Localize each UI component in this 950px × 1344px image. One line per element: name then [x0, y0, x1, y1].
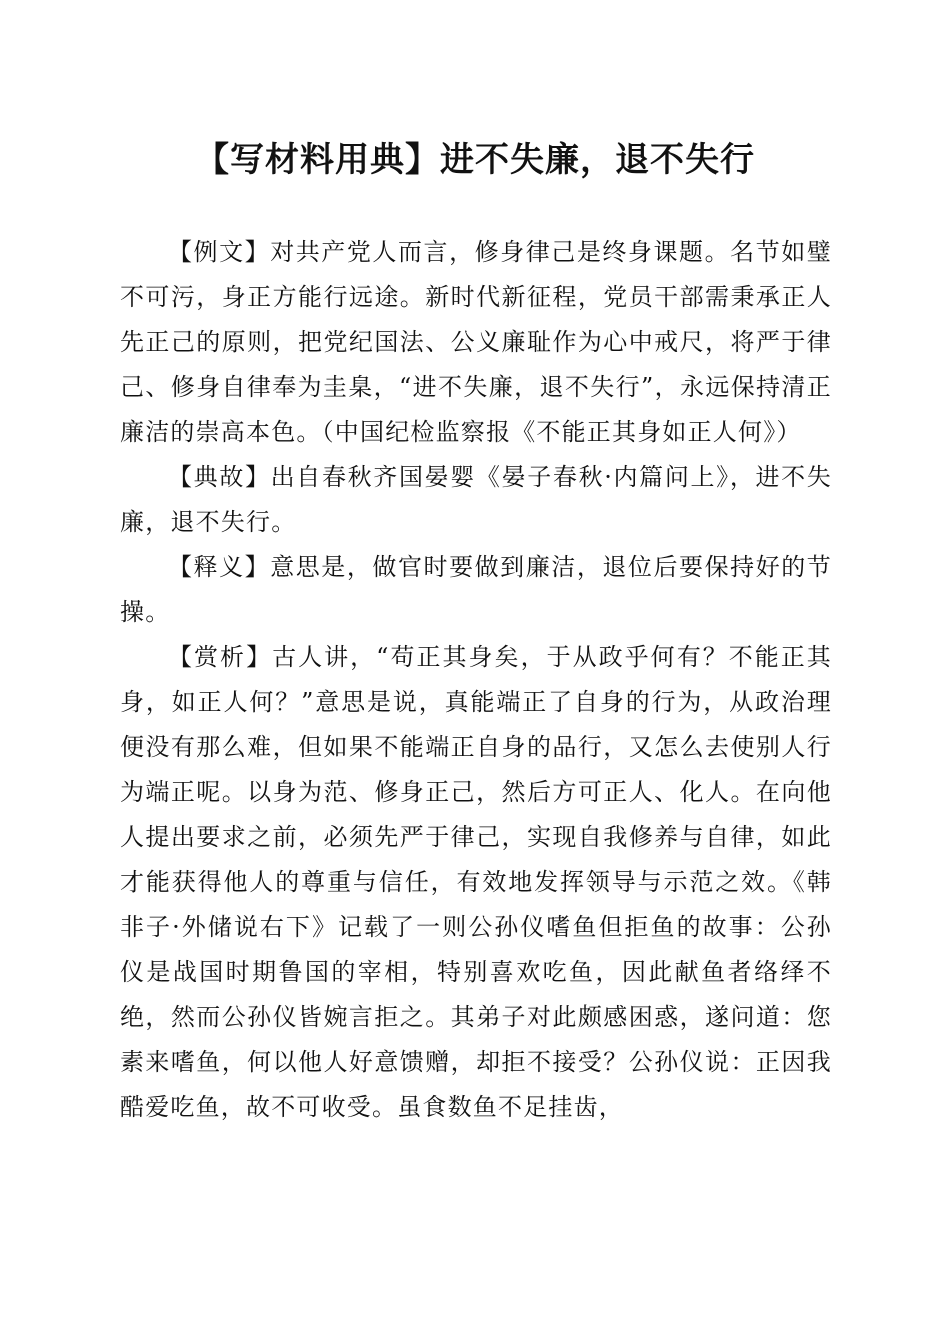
paragraph-meaning: 【释义】意思是，做官时要做到廉洁，退位后要保持好的节操。	[120, 553, 832, 626]
paragraph-allusion: 【典故】出自春秋齐国晏婴《晏子春秋·内篇问上》，进不失廉，退不失行。	[120, 463, 832, 536]
paragraph-example: 【例文】对共产党人而言，修身律己是终身课题。名节如璧不可污，身正方能行远途。新时代新征程，党员干部需秉承正人先正己的原则，把党纪国法、公义廉耻作为心中戒尺，将严于律己、修身自律奉为圭臬，“进不失廉，退不失行”，永远保持清正廉洁的崇高本色。（中国纪检监察报《不能正其身如正人何》）	[120, 238, 832, 446]
document-body	[120, 230, 832, 1130]
paragraph-appreciation: 【赏析】古人讲，“苟正其身矣，于从政乎何有？不能正其身，如正人何？”意思是说，真能端正了自身的行为，从政治理便没有那么难，但如果不能端正自身的品行，又怎么去使别人行为端正呢。以身为范、修身正己，然后方可正人、化人。在向他人提出要求之前，必须先严于律己，实现自我修养与自律，如此才能获得他人的尊重与信任，有效地发挥领导与示范之效。《韩非子·外储说右下》记载了一则公孙仪嗜鱼但拒鱼的故事：公孙仪是战国时期鲁国的宰相，特别喜欢吃鱼，因此献鱼者络绎不绝，然而公孙仪皆婉言拒之。其弟子对此颇感困惑，遂问道：您素来嗜鱼，何以他人好意馈赠，却拒不接受？公孙仪说：正因我酷爱吃鱼，故不可收受。虽食数鱼不足挂齿，	[120, 643, 832, 1121]
document-title: 【写材料用典】进不失廉，退不失行	[195, 140, 755, 180]
